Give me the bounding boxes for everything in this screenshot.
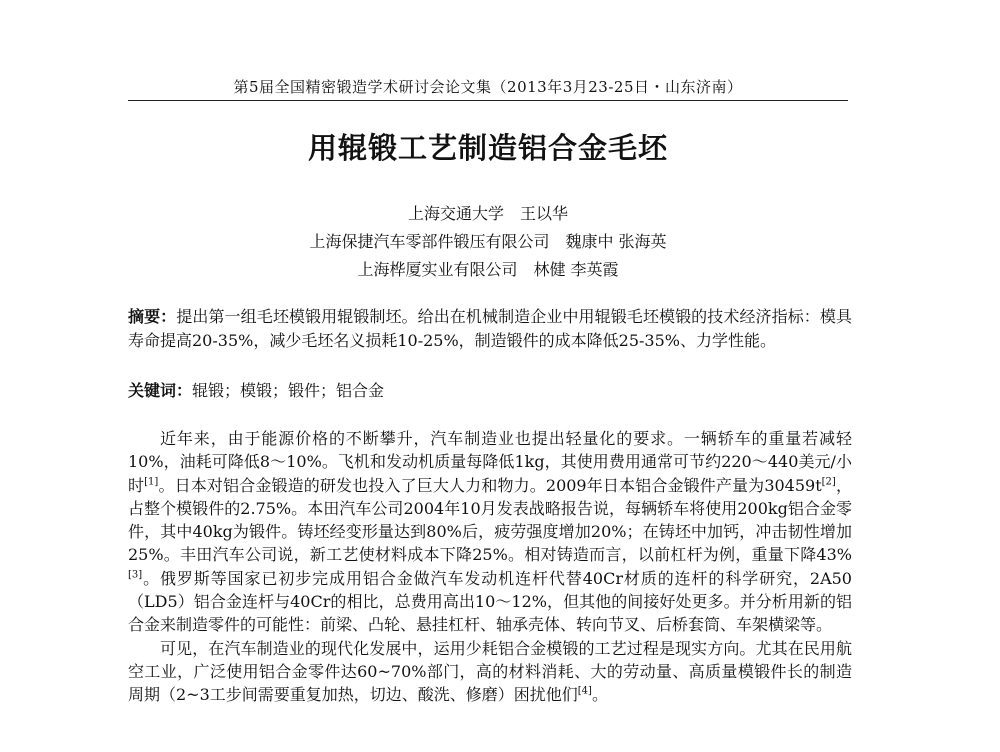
keywords-label: 关键词： [128, 381, 193, 400]
affiliation: 上海桦厦实业有限公司 [357, 260, 518, 279]
body-text [128, 427, 852, 707]
author-names: 林健 李英霞 [533, 260, 619, 279]
keywords [128, 379, 852, 403]
abstract [128, 305, 852, 353]
paragraph-2 [128, 637, 852, 707]
citation-ref[interactable]: [1] [144, 476, 159, 488]
keywords-text: 辊锻；模锻；锻件；铝合金 [192, 381, 385, 400]
paragraph-text: 。日本对铝合金锻造的研发也投入了巨大人力和物力。2009年日本铝合金锻件产量为30459t [158, 475, 822, 495]
paragraph-text: 可见，在汽车制造业的现代化发展中，运用少耗铝合金模锻的工艺过程是现实方向。尤其在民用航空工业，广泛使用铝合金零件达60~70%部门，高的材料消耗、大的劳动量、高质量模锻件长的制造周期（2~3工步间需要重复加热，切边、酸洗、修磨）困扰他们 [128, 638, 852, 705]
abstract-text: 提出第一组毛坯模锻用辊锻制坯。给出在机械制造企业中用辊锻毛坯模锻的技术经济指标：模具寿命提高20-35%，减少毛坯名义损耗10-25%，制造锻件的成本降低25-35%、力学性能。 [128, 307, 852, 350]
header-divider [128, 100, 848, 101]
author-names: 魏康中 张海英 [565, 232, 667, 251]
paragraph-text: 。俄罗斯等国家已初步完成用铝合金做汽车发动机连杆代替40Cr材质的连杆的科学研究，2A50（LD5）铝合金连杆与40Cr的相比，总费用高出10～12%，但其他的间接好处更多。并分析用新的铝合金来制造零件的可能性：前梁、凸轮、悬挂杠杆、轴承壳体、转向节叉、后桥套筒、车架横梁等。 [128, 568, 852, 635]
author-line-2 [128, 228, 848, 256]
paragraph-1 [128, 427, 852, 637]
author-line-3 [128, 256, 848, 284]
paragraph-text: 。 [591, 685, 608, 705]
citation-ref[interactable]: [2] [821, 476, 836, 488]
paragraph-text: ，占整个模锻件的2.75%。本田汽车公司2004年10月发表战略报告说，每辆轿车将使用200kg铝合金零件，其中40kg为锻件。铸坯经变形量达到80%后，疲劳强度增加20%；在铸坯中加钙，冲击韧性增加25%。丰田汽车公司说，新工艺使材料成本下降25%。相对铸造而言，以前杠杆为例，重量下降43% [128, 475, 852, 565]
author-names: 王以华 [520, 204, 569, 223]
author-line-1 [128, 200, 848, 228]
affiliation: 上海保捷汽车零部件锻压有限公司 [309, 232, 550, 251]
paper-title: 用辊锻工艺制造铝合金毛坯 [307, 131, 668, 165]
abstract-label: 摘要： [128, 307, 177, 326]
citation-ref[interactable]: [4] [577, 685, 592, 697]
proceedings-header: 第5届全国精密锻造学术研讨会论文集（2013年3月23-25日・山东济南） [233, 78, 743, 96]
paragraph-text: 近年来，由于能源价格的不断攀升，汽车制造业也提出轻量化的要求。一辆轿车的重量若减轻10%，油耗可降低8～10%。飞机和发动机质量每降低1kg，其使用费用通常可节约220～440美元/小时 [128, 429, 852, 495]
affiliation: 上海交通大学 [407, 204, 504, 223]
author-block [128, 200, 848, 284]
citation-ref[interactable]: [3] [128, 569, 143, 581]
